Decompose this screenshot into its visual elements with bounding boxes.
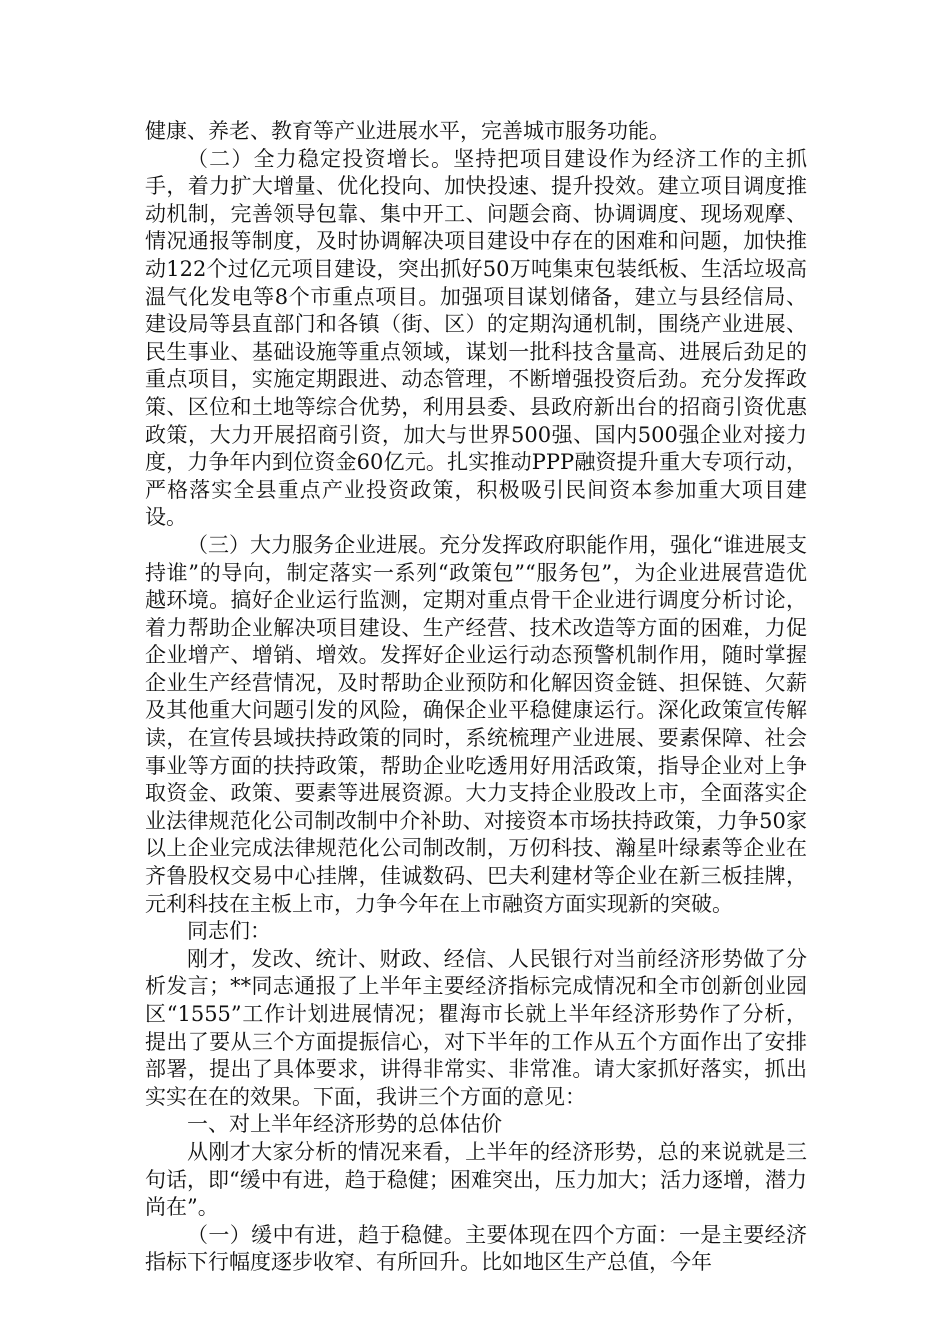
paragraph-stabilize-investment: （二）全力稳定投资增长。坚持把项目建设作为经济工作的主抓手，着力扩大增量、优化投向、加快投速、提升投效。建立项目调度推动机制，完善领导包靠、集中开工、问题会商、协调调度、现场观摩、情况通报等制度，及时协调解决项目建设中存在的困难和问题，加快推动122个过亿元项目建设，突出抓好50万吨集束包装纸板、生活垃圾高温气化发电等8个市重点项目。加强项目谋划储备，建立与县经信局、建设局等县直部门和各镇（街、区）的定期沟通机制，围绕产业进展、民生事业、基础设施等重点领域，谋划一批科技含量高、进展后劲足的重点项目，实施定期跟进、动态管理，不断增强投资后劲。充分发挥政策、区位和土地等综合优势，利用县委、县政府新出台的招商引资优惠政策，大力开展招商引资，加大与世界500强、国内500强企业对接力度，力争年内到位资金60亿元。扎实推动PPP融资提升重大专项行动，严格落实全县重点产业投资政策，积极吸引民间资本参加重大项目建设。	[145, 146, 807, 530]
paragraph-steady-progress: （一）缓中有进，趋于稳健。主要体现在四个方面：一是主要经济指标下行幅度逐步收窄、有所回升。比如地区生产总值，今年	[145, 1222, 807, 1275]
paragraph-serve-enterprises: （三）大力服务企业进展。充分发挥政府职能作用，强化“谁进展支持谁”的导向，制定落实一系列“政策包”“服务包”，为企业进展营造优越环境。搞好企业运行监测，定期对重点骨干企业进行调度分析讨论，着力帮助企业解决项目建设、生产经营、技术改造等方面的困难，力促企业增产、增销、增效。发挥好企业运行动态预警机制作用，随时掌握企业生产经营情况，及时帮助企业预防和化解因资金链、担保链、欠薪及其他重大问题引发的风险，确保企业平稳健康运行。深化政策宣传解读，在宣传县域扶持政策的同时，系统梳理产业进展、要素保障、社会事业等方面的扶持政策，帮助企业吃透用好用活政策，指导企业对上争取资金、政策、要素等进展资源。大力支持企业股改上市，全面落实企业法律规范化公司制改制中介补助、对接资本市场扶持政策，力争50家以上企业完成法律规范化公司制改制，万仞科技、瀚星叶绿素等企业在齐鲁股权交易中心挂牌，佳诚数码、巴夫利建材等企业在新三板挂牌，元利科技在主板上市，力争今年在上市融资方面实现新的突破。	[145, 532, 807, 916]
paragraph-salutation: 同志们：	[187, 919, 271, 944]
paragraph-city-services-continuation: 健康、养老、教育等产业进展水平，完善城市服务功能。	[145, 119, 670, 143]
paragraph-meeting-summary: 刚才，发改、统计、财政、经信、人民银行对当前经济形势做了分析发言；**同志通报了上半年主要经济指标完成情况和全市创新创业园区“1555”工作计划进展情况；瞿海市长就上半年经济形势作了分析，提出了要从三个方面提振信心，对下半年的工作从五个方面作出了安排部署，提出了具体要求，讲得非常实、非常准。请大家抓好落实，抓出实实在在的效果。下面，我讲三个方面的意见：	[145, 946, 807, 1109]
paragraph-three-sentences: 从刚才大家分析的情况来看，上半年的经济形势，总的来说就是三句话，即“缓中有进，趋于稳健；困难突出，压力加大；活力逐增，潜力尚在”。	[145, 1139, 807, 1220]
section-heading-first-half-assessment: 一、对上半年经济形势的总体估价	[187, 1112, 502, 1137]
document-body	[145, 118, 807, 1277]
